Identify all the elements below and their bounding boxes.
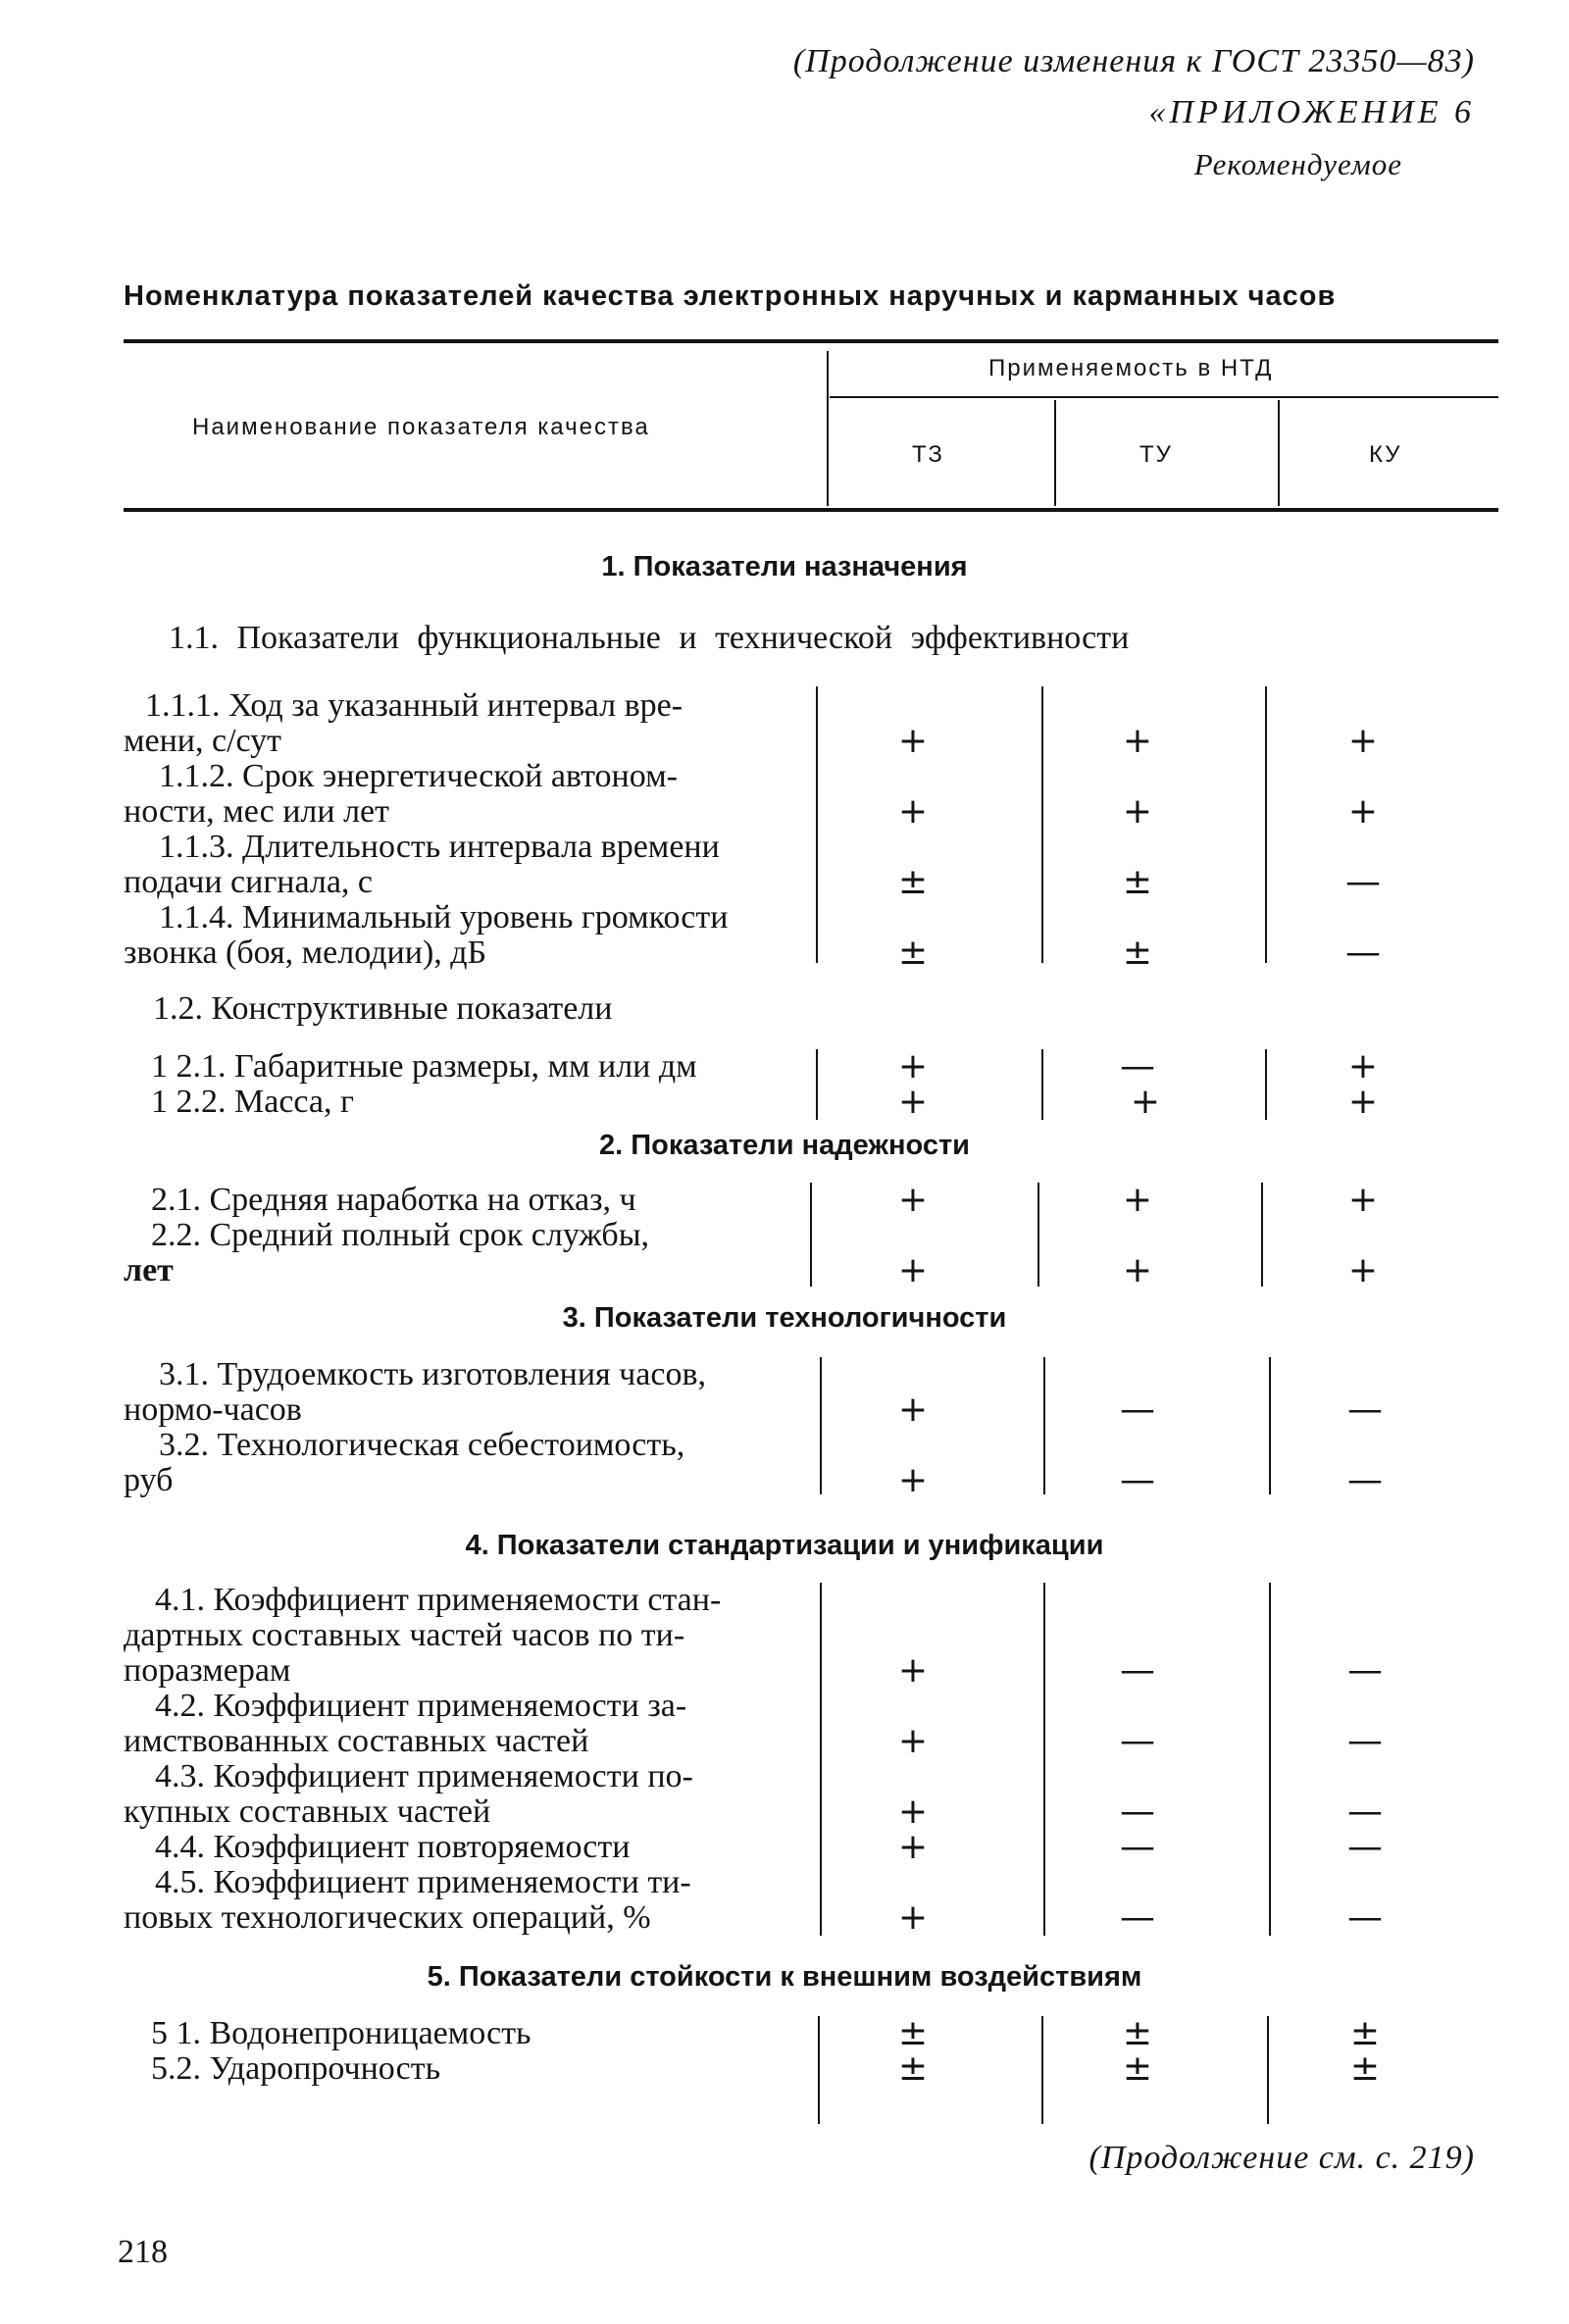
- page-number: 218: [118, 2234, 168, 2270]
- row-text-line: поразмерам: [124, 1652, 291, 1689]
- row-4-3: [124, 1759, 810, 1830]
- header-divider-1: [827, 351, 829, 506]
- mark-1-1-2-ku: +: [1347, 791, 1379, 832]
- mark-4-5-tz: +: [897, 1897, 929, 1938]
- row-text-line: 1.1.1. Ход за указанный интервал вре-: [145, 687, 683, 724]
- mark-2-1-tz: +: [897, 1180, 929, 1220]
- row-text-line: дартных составных частей часов по ти-: [124, 1617, 685, 1653]
- mark-1-2-1-tz: +: [897, 1046, 929, 1086]
- mark-4-4-tz: +: [897, 1827, 929, 1867]
- mark-1-2-1-tu: —: [1120, 1046, 1155, 1086]
- column-divider: [810, 1183, 812, 1287]
- table-top-rule: [124, 339, 1498, 343]
- mark-2-1-tu: +: [1122, 1180, 1153, 1220]
- row-text-line: 2.1. Средняя наработка на отказ, ч: [151, 1182, 636, 1218]
- row-text-line: 3.2. Технологическая себестоимость,: [159, 1427, 685, 1463]
- mark-4-4-tu: —: [1120, 1827, 1155, 1867]
- row-text-line: 1 2.2. Масса, г: [151, 1084, 354, 1120]
- table-header-bottom-rule: [124, 508, 1498, 512]
- row-3-2: [124, 1428, 810, 1498]
- mark-4-1-tz: +: [897, 1650, 929, 1691]
- row-4-2: [124, 1689, 810, 1759]
- mark-1-1-3-ku: —: [1345, 862, 1381, 902]
- mark-4-4-ku: —: [1347, 1827, 1383, 1867]
- mark-5-2-tu: ±: [1122, 2048, 1153, 2089]
- row-2-2: [124, 1218, 810, 1288]
- column-divider: [1269, 1357, 1271, 1494]
- row-text-line: подачи сигнала, с: [124, 864, 374, 900]
- row-1-2-2: [124, 1085, 810, 1120]
- mark-4-3-tu: —: [1120, 1792, 1155, 1832]
- column-divider: [820, 1357, 822, 1494]
- column-divider: [1038, 1183, 1039, 1287]
- mark-1-1-3-tu: ±: [1122, 862, 1153, 902]
- mark-4-2-tz: +: [897, 1721, 929, 1761]
- column-header-name: Наименование показателя качества: [192, 414, 650, 440]
- mark-1-2-2-ku: +: [1347, 1082, 1379, 1122]
- group-header-rule: [830, 396, 1498, 398]
- row-text-line: купных составных частей: [124, 1794, 491, 1830]
- header-divider-3: [1278, 400, 1280, 506]
- appendix-label: «ПРИЛОЖЕНИЕ 6: [1148, 94, 1475, 130]
- column-divider: [1041, 2016, 1043, 2124]
- column-divider: [818, 2016, 820, 2124]
- row-1-1-4: [124, 900, 810, 971]
- table-title: Номенклатура показателей качества электронных наручных и карманных часов: [124, 280, 1337, 312]
- appendix-status: Рекомендуемое: [1193, 147, 1402, 181]
- mark-4-5-ku: —: [1347, 1897, 1383, 1938]
- column-divider: [1043, 1583, 1045, 1936]
- column-divider: [1265, 1049, 1267, 1120]
- mark-1-1-4-tu: ±: [1122, 933, 1153, 973]
- header-divider-2: [1054, 400, 1056, 506]
- column-divider: [820, 1583, 822, 1936]
- mark-3-1-tz: +: [897, 1389, 929, 1430]
- column-divider: [1269, 1583, 1271, 1936]
- row-text-line: мени, с/сут: [124, 723, 282, 759]
- row-text-line: 4.2. Коэффициент применяемости за-: [155, 1688, 687, 1724]
- row-5-2: [124, 2051, 810, 2087]
- row-text-line: 4.3. Коэффициент применяемости по-: [155, 1758, 693, 1794]
- column-divider: [1261, 1183, 1263, 1287]
- mark-1-1-1-tz: +: [897, 721, 929, 761]
- mark-4-2-ku: —: [1347, 1721, 1383, 1761]
- mark-2-2-tz: +: [897, 1250, 929, 1290]
- row-text-line: звонка (боя, мелодии), дБ: [124, 935, 487, 971]
- mark-5-1-ku: ±: [1349, 2013, 1381, 2053]
- mark-1-2-2-tz: +: [897, 1082, 929, 1122]
- row-text-line: 5.2. Ударопрочность: [151, 2050, 441, 2087]
- row-text-line: нормо-часов: [124, 1391, 302, 1428]
- mark-3-2-tu: —: [1120, 1460, 1155, 1500]
- row-text-line: 1.1.4. Минимальный уровень громкости: [159, 899, 729, 935]
- row-4-5: [124, 1865, 810, 1936]
- row-text-line: 5 1. Водонепроницаемость: [151, 2015, 531, 2051]
- section-2-heading: 2. Показатели надежности: [599, 1130, 970, 1161]
- mark-1-1-4-ku: —: [1345, 933, 1381, 973]
- row-1-1-1: [124, 688, 810, 759]
- mark-1-1-2-tz: +: [897, 791, 929, 832]
- section-1-heading: 1. Показатели назначения: [601, 551, 968, 582]
- mark-4-1-ku: —: [1347, 1650, 1383, 1691]
- subsection-1-2-heading: 1.2. Конструктивные показатели: [153, 990, 613, 1027]
- column-divider: [1041, 686, 1043, 963]
- column-header-tu: ТУ: [1139, 441, 1173, 468]
- mark-1-1-4-tz: ±: [897, 933, 929, 973]
- column-header-tz: ТЗ: [912, 441, 944, 468]
- column-divider: [1265, 686, 1267, 963]
- mark-1-1-2-tu: +: [1122, 791, 1153, 832]
- row-text-line: 1.1.2. Срок энергетической автоном-: [159, 758, 678, 794]
- row-1-2-1: [124, 1049, 810, 1085]
- row-text-line: 3.1. Трудоемкость изготовления часов,: [159, 1356, 707, 1392]
- column-divider: [816, 686, 818, 963]
- mark-1-1-3-tz: ±: [897, 862, 929, 902]
- mark-3-2-tz: +: [897, 1460, 929, 1500]
- mark-1-1-1-tu: +: [1122, 721, 1153, 761]
- column-divider: [1267, 2016, 1269, 2124]
- row-1-1-3: [124, 830, 810, 900]
- subsection-1-1-heading: 1.1. Показатели функциональные и технической эффективности: [169, 620, 1130, 656]
- row-text-line: имствованных составных частей: [124, 1723, 589, 1759]
- mark-1-2-2-tu: +: [1130, 1082, 1161, 1122]
- column-group-header: Применяемость в НТД: [988, 355, 1274, 381]
- mark-2-2-ku: +: [1347, 1250, 1379, 1290]
- mark-2-2-tu: +: [1122, 1250, 1153, 1290]
- section-3-heading: 3. Показатели технологичности: [562, 1302, 1007, 1334]
- column-header-ku: КУ: [1369, 441, 1402, 468]
- row-text-line: 4.1. Коэффициент применяемости стан-: [155, 1582, 722, 1618]
- column-divider: [816, 1049, 818, 1120]
- continuation-footer: (Продолжение см. с. 219): [1088, 2140, 1475, 2176]
- row-3-1: [124, 1357, 810, 1428]
- row-text-line: 4.4. Коэффициент повторяемости: [155, 1829, 631, 1865]
- column-divider: [1041, 1049, 1043, 1120]
- row-2-1: [124, 1183, 810, 1218]
- row-text-line: 1 2.1. Габаритные размеры, мм или дм: [151, 1048, 697, 1085]
- row-text-line: ности, мес или лет: [124, 793, 390, 830]
- mark-4-1-tu: —: [1120, 1650, 1155, 1691]
- section-5-heading: 5. Показатели стойкости к внешним воздействиям: [427, 1961, 1142, 1993]
- mark-5-1-tz: ±: [897, 2013, 929, 2053]
- row-text-line: 1.1.3. Длительность интервала времени: [159, 829, 720, 865]
- row-text-line: руб: [124, 1462, 174, 1498]
- mark-5-2-ku: ±: [1349, 2048, 1381, 2089]
- mark-5-2-tz: ±: [897, 2048, 929, 2089]
- continuation-note: (Продолжение изменения к ГОСТ 23350—83): [792, 43, 1475, 79]
- row-1-1-2: [124, 759, 810, 830]
- mark-3-1-tu: —: [1120, 1389, 1155, 1430]
- mark-5-1-tu: ±: [1122, 2013, 1153, 2053]
- mark-4-5-tu: —: [1120, 1897, 1155, 1938]
- mark-4-3-tz: +: [897, 1792, 929, 1832]
- mark-3-2-ku: —: [1347, 1460, 1383, 1500]
- mark-4-3-ku: —: [1347, 1792, 1383, 1832]
- row-text-line: 2.2. Средний полный срок службы,: [151, 1217, 650, 1253]
- row-text-line: 4.5. Коэффициент применяемости ти-: [155, 1864, 691, 1900]
- row-text-line: лет: [124, 1252, 174, 1288]
- mark-2-1-ku: +: [1347, 1180, 1379, 1220]
- row-4-1: [124, 1583, 810, 1689]
- mark-4-2-tu: —: [1120, 1721, 1155, 1761]
- mark-3-1-ku: —: [1347, 1389, 1383, 1430]
- column-divider: [1043, 1357, 1045, 1494]
- row-4-4: [124, 1830, 810, 1865]
- row-text-line: повых технологических операций, %: [124, 1899, 651, 1936]
- mark-1-2-1-ku: +: [1347, 1046, 1379, 1086]
- row-5-1: [124, 2016, 810, 2051]
- section-4-heading: 4. Показатели стандартизации и унификации: [465, 1530, 1104, 1561]
- mark-1-1-1-ku: +: [1347, 721, 1379, 761]
